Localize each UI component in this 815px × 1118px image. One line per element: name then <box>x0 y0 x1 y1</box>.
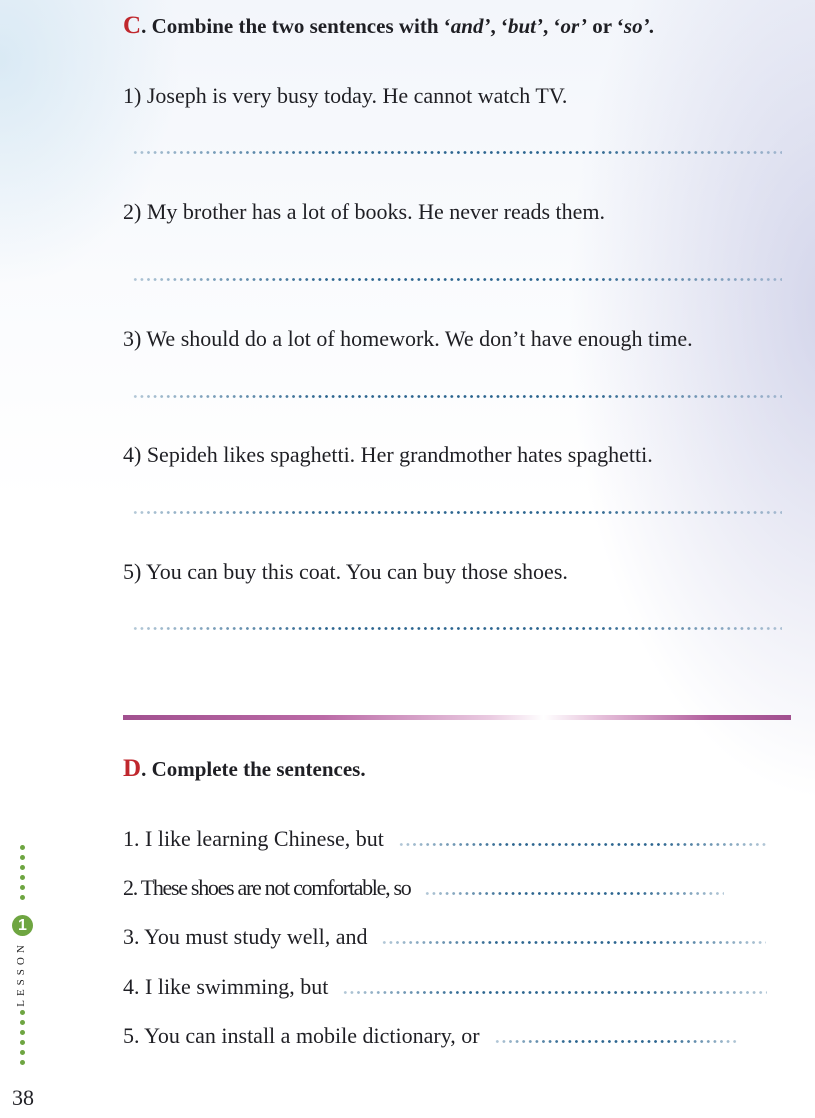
section-c-instruction: . Combine the two sentences with ‘ <box>141 14 451 38</box>
separator: , ‘ <box>543 14 561 38</box>
sidebar-dot <box>20 895 25 900</box>
d-answer-line-1[interactable] <box>398 843 768 846</box>
sidebar-dot <box>20 885 25 890</box>
lesson-label: LESSON <box>15 941 27 1007</box>
section-d-heading <box>123 755 366 783</box>
d-item-1-text: 1. I like learning Chinese, but <box>123 826 384 851</box>
c-answer-line-2[interactable] <box>132 278 782 281</box>
sidebar-dot <box>20 1030 25 1035</box>
section-d-instruction: . Complete the sentences. <box>141 757 366 781</box>
sidebar-dot <box>20 1050 25 1055</box>
d-item-1 <box>123 824 783 852</box>
keyword-but: but’ <box>507 14 543 38</box>
d-item-4 <box>123 972 783 1000</box>
d-item-2 <box>123 873 783 901</box>
c-sentence-4: 4) Sepideh likes spaghetti. Her grandmother hates spaghetti. <box>123 442 653 467</box>
c-sentence-5: 5) You can buy this coat. You can buy those shoes. <box>123 559 568 584</box>
section-d-letter: D <box>123 755 142 782</box>
sidebar-dot <box>20 1010 25 1015</box>
d-item-5-text: 5. You can install a mobile dictionary, or <box>123 1023 480 1048</box>
sidebar-dot <box>20 1040 25 1045</box>
sidebar-dot <box>20 1060 25 1065</box>
sidebar-dot <box>20 855 25 860</box>
separator: , ‘ <box>490 14 508 38</box>
c-answer-line-3[interactable] <box>132 395 782 398</box>
sidebar-dot <box>20 1020 25 1025</box>
section-c-letter: C <box>123 12 142 39</box>
keyword-so: so’. <box>623 14 655 38</box>
keyword-and: and’ <box>450 14 491 38</box>
keyword-or: or’ <box>560 14 587 38</box>
c-answer-line-4[interactable] <box>132 511 782 514</box>
d-answer-line-5[interactable] <box>494 1040 739 1043</box>
d-answer-line-2[interactable] <box>424 892 724 895</box>
c-sentence-2: 2) My brother has a lot of books. He never reads them. <box>123 199 606 224</box>
sidebar-dots-bottom <box>20 1010 25 1070</box>
d-answer-line-4[interactable] <box>342 991 767 994</box>
d-item-3-text: 3. You must study well, and <box>123 924 368 949</box>
d-item-2-text: 2. These shoes are not comfortable, so <box>123 875 411 900</box>
c-answer-line-1[interactable] <box>132 151 782 154</box>
lesson-number-badge: 1 <box>12 915 33 936</box>
c-sentence-1: 1) Joseph is very busy today. He cannot watch TV. <box>123 83 568 108</box>
sidebar-dots-top <box>20 845 25 905</box>
d-item-3 <box>123 922 783 950</box>
page-number: 38 <box>12 1085 34 1110</box>
c-sentence-3: 3) We should do a lot of homework. We don’t have enough time. <box>123 326 693 351</box>
sidebar-dot <box>20 865 25 870</box>
sidebar-dot <box>20 875 25 880</box>
separator: or ‘ <box>586 14 624 38</box>
d-item-4-text: 4. I like swimming, but <box>123 974 329 999</box>
sidebar-dot <box>20 845 25 850</box>
section-c-heading <box>123 12 655 40</box>
d-item-5 <box>123 1021 783 1049</box>
d-answer-line-3[interactable] <box>381 941 766 944</box>
section-divider <box>123 715 791 720</box>
c-answer-line-5[interactable] <box>132 627 782 630</box>
